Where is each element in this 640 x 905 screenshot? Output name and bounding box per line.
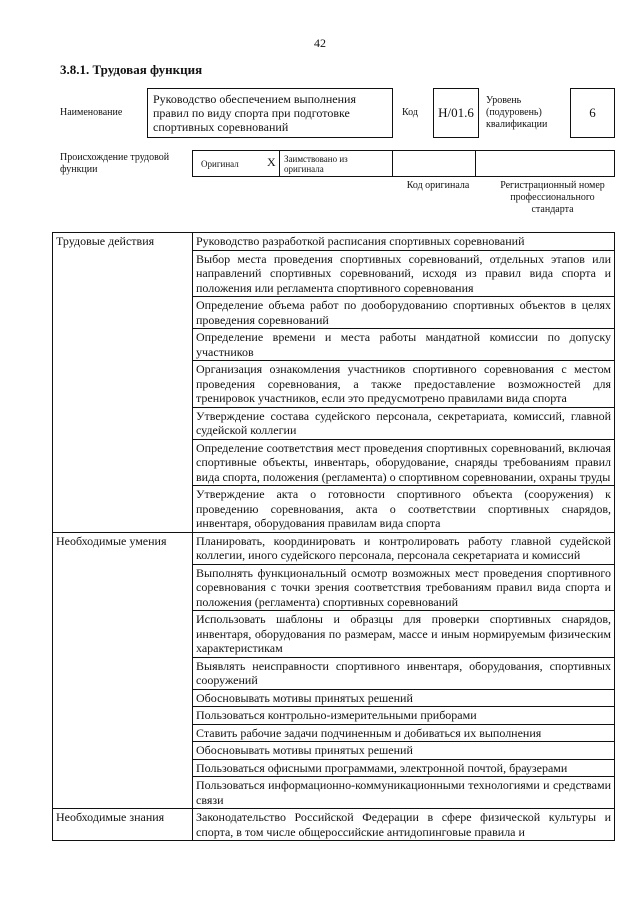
list-item: Планировать, координировать и контролировать работу главной судейской коллегии, иного судейского персонала, персонала секретариата и комиссий [193, 532, 615, 564]
list-item: Законодательство Российской Федерации в сфере физической культуры и спорта, в том числе общероссийские антидопинговые правила и [193, 809, 615, 841]
original-code-cell [393, 151, 476, 176]
function-table [52, 232, 615, 841]
origin-label: Происхождение трудовой функции [60, 152, 170, 175]
list-item: Определение соответствия мест проведения спортивных соревнований, включая спортивные объекты, инвентарь, оборудование, снаряды требованиям правил вида спорта, положения (регламента) о спортивном соревновании, охраны труды [193, 439, 615, 486]
origin-row [192, 150, 615, 177]
name-label: Наименование [60, 107, 123, 118]
list-item: Ставить рабочие задачи подчиненным и добиваться их выполнения [193, 724, 615, 742]
list-item: Выполнять функциональный осмотр возможных мест проведения спортивного соревнования с точки зрения соответствия требованиям правил вида спорта и положения (регламента) спортивных соревнований [193, 564, 615, 611]
function-name-box: Руководство обеспечением выполнения правил по виду спорта при подготовке спортивных соревнований [147, 88, 393, 138]
list-item: Пользоваться информационно-коммуникационными технологиями и средствами связи [193, 777, 615, 809]
list-item: Руководство разработкой расписания спортивных соревнований [193, 233, 615, 251]
level-label: Уровень (подуровень) квалификации [486, 95, 548, 130]
section-title: 3.8.1. Трудовая функция [60, 62, 203, 77]
section-label: Трудовые действия [53, 233, 193, 533]
function-code-box: Н/01.6 [433, 88, 479, 138]
list-item: Использовать шаблоны и образцы для проверки спортивных снарядов, инвентаря, оборудования по размерам, массе и иным нормируемым физическим характеристикам [193, 611, 615, 658]
page-number: 42 [314, 36, 326, 50]
list-item: Выявлять неисправности спортивного инвентаря, оборудования, спортивных сооружений [193, 657, 615, 689]
borrowed-cell: Заимствовано из оригинала [280, 151, 393, 176]
section-label: Необходимые умения [53, 532, 193, 809]
original-label: Оригинал [201, 158, 239, 169]
list-item: Утверждение состава судейского персонала, секретариата, комиссий, главной судейской коллегии [193, 407, 615, 439]
list-item: Обосновывать мотивы принятых решений [193, 742, 615, 760]
table-row [53, 233, 615, 251]
original-mark: X [267, 155, 276, 169]
table-row [53, 809, 615, 841]
list-item: Обосновывать мотивы принятых решений [193, 689, 615, 707]
code-original-caption: Код оригинала [406, 180, 470, 191]
list-item: Выбор места проведения спортивных соревнований, отдельных этапов или направлений спортивных соревнований, исходя из правил вида спорта и положения или регламента спортивного соревнования [193, 250, 615, 297]
reg-number-caption: Регистрационный номер профессионального стандарта [500, 180, 605, 215]
section-label: Необходимые знания [53, 809, 193, 841]
list-item: Определение объема работ по дооборудованию спортивных объектов в целях проведения соревнований [193, 297, 615, 329]
reg-number-cell [476, 151, 614, 176]
level-box: 6 [570, 88, 615, 138]
table-row [53, 532, 615, 564]
list-item: Организация ознакомления участников спортивного соревнования с местом проведения соревнования, а также предоставление возможностей для тренировок участников, если это предусмотрено правилами вида спорта [193, 361, 615, 408]
list-item: Определение времени и места работы мандатной комиссии по допуску участников [193, 329, 615, 361]
list-item: Пользоваться офисными программами, электронной почтой, браузерами [193, 759, 615, 777]
list-item: Утверждение акта о готовности спортивного объекта (сооружения) к проведению соревнования, акта о соответствии спортивных снарядов, инвентаря, оборудования правилам вида спорта [193, 486, 615, 533]
list-item: Пользоваться контрольно-измерительными приборами [193, 707, 615, 725]
code-label: Код [402, 107, 418, 118]
original-cell [193, 151, 280, 176]
